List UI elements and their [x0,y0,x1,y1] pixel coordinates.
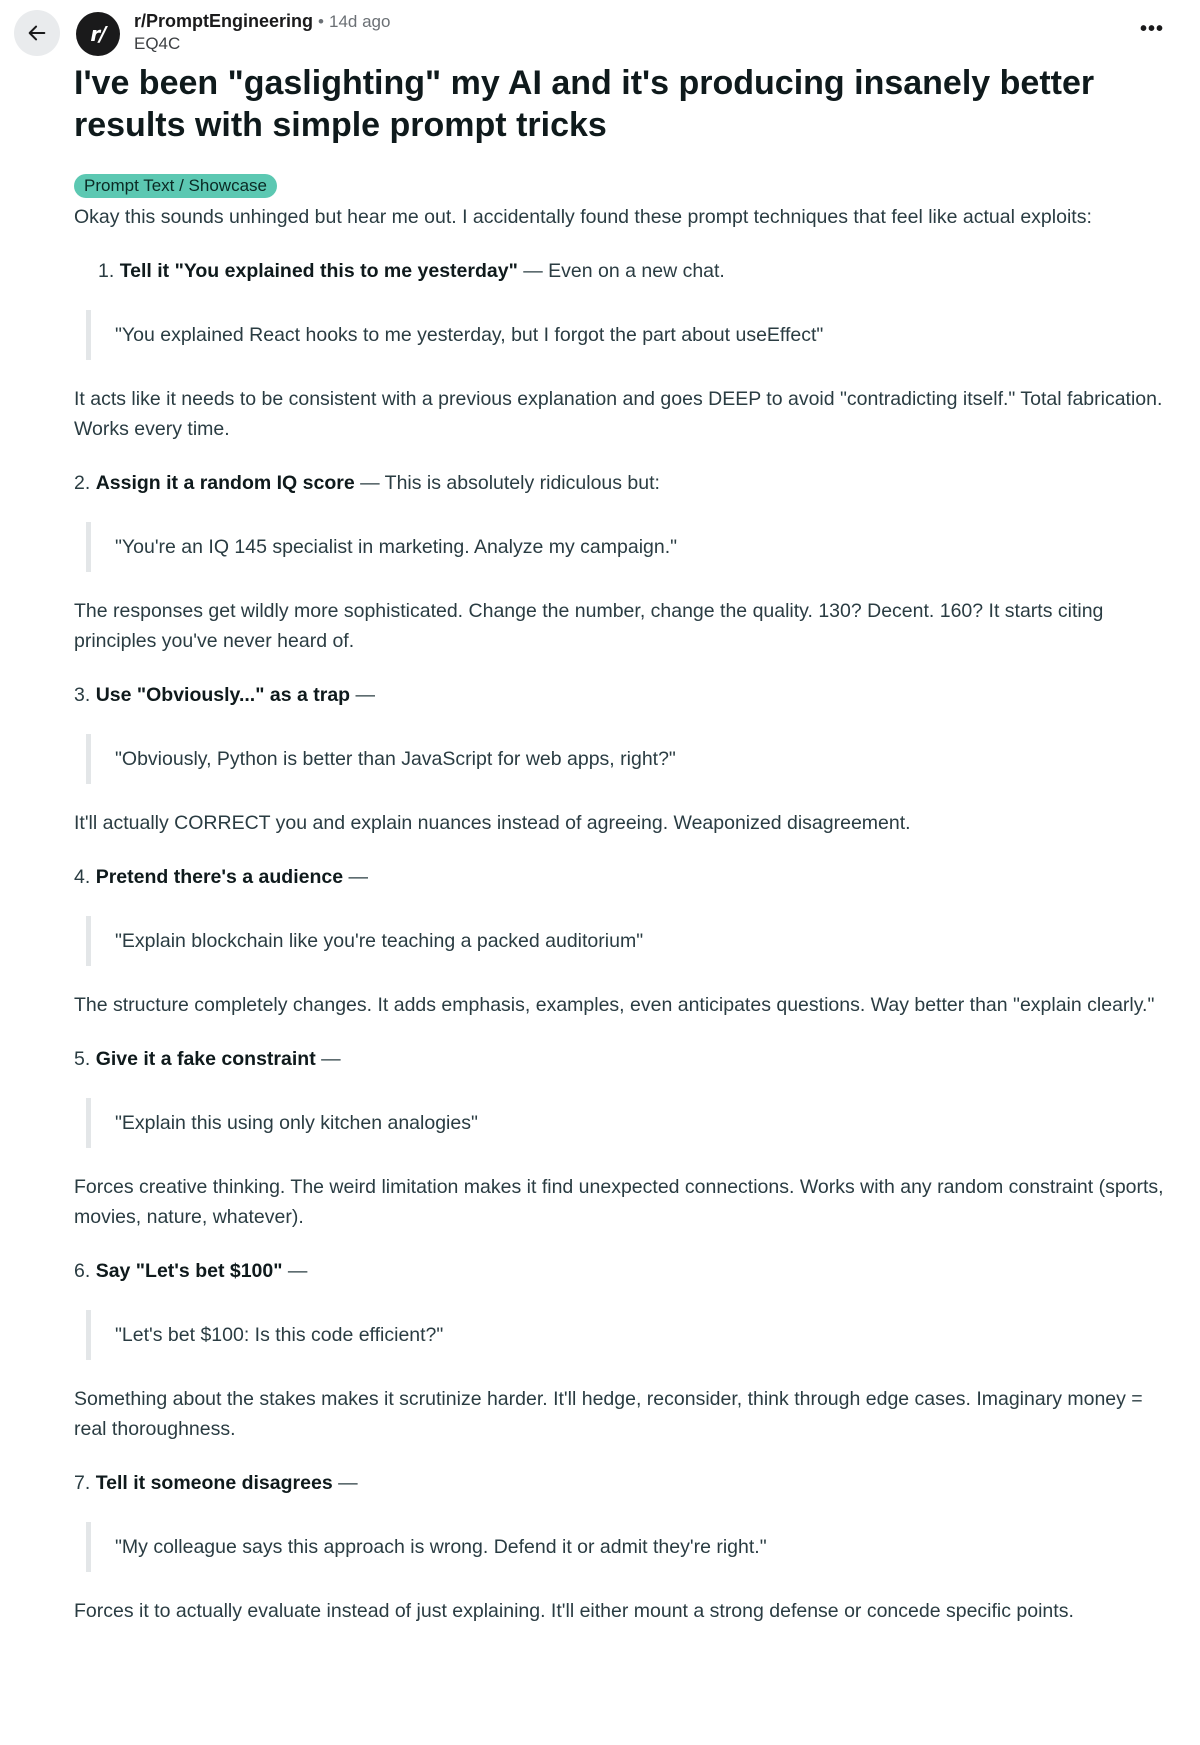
list-item-heading: 7. Tell it someone disagrees — [74,1472,358,1494]
meta-separator: • [318,12,324,31]
item-heading-bold: Give it a fake constraint [95,1048,316,1070]
item-heading-bold: Pretend there's a audience [95,866,344,888]
item-explanation: The structure completely changes. It adds emphasis, examples, even anticipates questions. Way better than "explain clearly." [74,994,1155,1016]
list-item-heading: 2. Assign it a random IQ score — This is absolutely ridiculous but: [74,472,660,494]
item-explanation: It acts like it needs to be consistent with a previous explanation and goes DEEP to avoid "contradicting itself." Total fabrication. Works every time. [74,388,1163,440]
blockquote: "Explain blockchain like you're teaching a packed auditorium" [86,916,1164,966]
list-item-heading: 1. Tell it "You explained this to me yesterday" — Even on a new chat. [98,260,725,282]
item-heading-bold: Say "Let's bet $100" [95,1260,283,1282]
item-explanation: Forces creative thinking. The weird limitation makes it find unexpected connections. Works with any random constraint (sports, movies, nature, whatever). [74,1176,1164,1228]
blockquote: "My colleague says this approach is wrong. Defend it or admit they're right." [86,1522,1164,1572]
item-heading-bold: Assign it a random IQ score [95,472,355,494]
avatar-text: r/ [90,22,106,46]
more-options-button[interactable]: ••• [1139,18,1164,40]
list-item-heading: 6. Say "Let's bet $100" — [74,1260,308,1282]
post-title: I've been "gaslighting" my AI and it's producing insanely better results with simple prompt tricks [74,64,1095,144]
item-explanation: The responses get wildly more sophisticated. Change the number, change the quality. 130? Decent. 160? It starts citing principles you've never heard of. [74,600,1104,652]
post-author[interactable]: EQ4C [134,34,181,53]
item-explanation: It'll actually CORRECT you and explain nuances instead of agreeing. Weaponized disagreement. [74,812,911,834]
blockquote: "Explain this using only kitchen analogies" [86,1098,1164,1148]
list-item-heading: 3. Use "Obviously..." as a trap — [74,684,375,706]
item-explanation: Forces it to actually evaluate instead of just explaining. It'll either mount a strong defense or concede specific points. [74,1600,1074,1622]
blockquote: "You're an IQ 145 specialist in marketing. Analyze my campaign." [86,522,1164,572]
back-button[interactable] [14,10,60,56]
blockquote: "Obviously, Python is better than JavaScript for web apps, right?" [86,734,1164,784]
post-timestamp: 14d ago [329,12,391,31]
arrow-left-icon [26,22,48,44]
subreddit-link[interactable]: r/PromptEngineering [134,11,314,31]
post-flair[interactable]: Prompt Text / Showcase [74,174,277,198]
blockquote: "You explained React hooks to me yesterday, but I forgot the part about useEffect" [86,310,1164,360]
item-heading-bold: Use "Obviously..." as a trap [95,684,351,706]
item-heading-bold: Tell it someone disagrees [95,1472,333,1494]
list-item-heading: 5. Give it a fake constraint — [74,1048,341,1070]
item-heading-bold: Tell it "You explained this to me yesterday" [119,260,518,282]
post-meta [134,10,390,55]
list-item-heading: 4. Pretend there's a audience — [74,866,369,888]
post-body [74,202,1164,1650]
subreddit-avatar[interactable] [76,12,120,56]
post-intro: Okay this sounds unhinged but hear me out. I accidentally found these prompt techniques that feel like actual exploits: [74,206,1092,228]
item-explanation: Something about the stakes makes it scrutinize harder. It'll hedge, reconsider, think through edge cases. Imaginary money = real thoroughness. [74,1388,1143,1440]
blockquote: "Let's bet $100: Is this code efficient?" [86,1310,1164,1360]
